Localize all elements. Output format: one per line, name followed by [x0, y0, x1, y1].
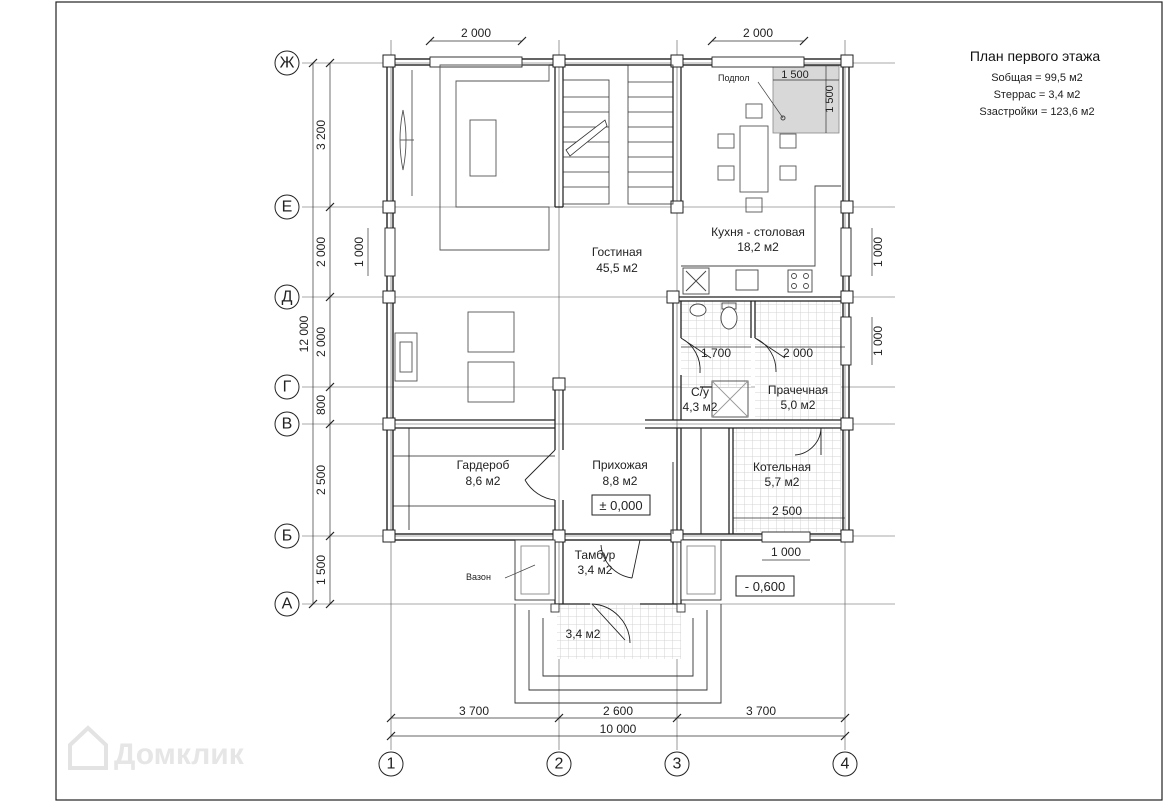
dim-bottom-3-4: 3 700 — [745, 704, 777, 718]
house-logo-icon — [70, 728, 106, 768]
planters — [515, 540, 721, 600]
dim-left-total: 12 000 — [297, 315, 311, 353]
hall-name: Прихожая — [592, 458, 648, 472]
dim-window-right-2: 1 000 — [871, 325, 885, 357]
laundry-name: Прачечная — [767, 383, 829, 397]
living-area: 45,5 м2 — [596, 261, 638, 275]
axis-row-a: А — [281, 595, 293, 613]
dim-left-d-g: 2 000 — [314, 326, 328, 358]
wc-name: С/у — [691, 385, 709, 399]
vestibule-area: 3,4 м2 — [577, 563, 613, 577]
dim-wc-width: 1 700 — [700, 346, 732, 360]
dim-left-b-a: 1 500 — [314, 554, 328, 586]
axis-col-3: 3 — [672, 755, 682, 773]
wc-area: 4,3 м2 — [682, 400, 718, 414]
axis-row-d: Д — [281, 288, 293, 306]
dim-laundry-width: 2 000 — [782, 346, 814, 360]
axis-row-b: Б — [281, 527, 293, 545]
dim-cellar-h: 1 500 — [824, 85, 836, 113]
col-axis-markers — [379, 752, 857, 776]
porch-area: 3,4 м2 — [565, 627, 601, 641]
axis-row-zh: Ж — [279, 54, 295, 72]
vestibule-name: Тамбур — [574, 548, 616, 562]
wardrobe-area: 8,6 м2 — [465, 474, 501, 488]
axis-col-4: 4 — [840, 755, 850, 773]
dim-window-bottom: 1 000 — [770, 545, 802, 559]
axis-row-g: Г — [282, 378, 292, 396]
dim-left-zh-e: 3 200 — [314, 119, 328, 151]
cellar-label: Подпол — [718, 73, 750, 83]
dim-bottom-1-2: 3 700 — [458, 704, 490, 718]
watermark-text: Домклик — [114, 738, 244, 771]
dim-top-right: 2 000 — [742, 26, 774, 40]
dim-window-left: 1 000 — [352, 236, 366, 268]
plan-title: План первого этажа — [969, 48, 1101, 64]
laundry-area: 5,0 м2 — [780, 398, 816, 412]
dim-left-v-b: 2 500 — [314, 464, 328, 496]
title-block — [970, 48, 1101, 118]
built-area: Sзастройки = 123,6 м2 — [979, 106, 1095, 118]
dim-cellar-w: 1 500 — [781, 69, 809, 81]
boiler-name: Котельная — [752, 460, 812, 474]
axis-col-1: 1 — [386, 755, 396, 773]
staircase — [563, 65, 673, 204]
dim-bottom-2-3: 2 600 — [602, 704, 634, 718]
wardrobe-name: Гардероб — [456, 458, 510, 472]
total-area: Sобщая = 99,5 м2 — [991, 72, 1083, 84]
dim-bottom-total: 10 000 — [599, 722, 637, 736]
axis-row-v: В — [281, 415, 293, 433]
living-name: Гостиная — [591, 245, 643, 259]
level-zero: ± 0,000 — [599, 498, 643, 513]
dim-left-g-v: 800 — [314, 394, 328, 416]
living-furniture — [395, 65, 549, 402]
level-minus: - 0,600 — [744, 579, 786, 594]
kitchen-area: 18,2 м2 — [737, 240, 779, 254]
planter-label: Вазон — [466, 572, 491, 582]
hall-area: 8,8 м2 — [602, 474, 638, 488]
dim-window-right-1: 1 000 — [871, 236, 885, 268]
dim-boiler-width: 2 500 — [771, 504, 803, 518]
dim-top-left: 2 000 — [460, 26, 492, 40]
watermark — [70, 728, 245, 771]
kitchen-name: Кухня - столовая — [711, 225, 805, 239]
terrace-area: Sтеррас = 3,4 м2 — [993, 89, 1081, 101]
boiler-area: 5,7 м2 — [764, 475, 800, 489]
dim-left-e-d: 2 000 — [314, 236, 328, 268]
axis-row-e: Е — [281, 198, 293, 216]
axis-col-2: 2 — [554, 755, 564, 773]
